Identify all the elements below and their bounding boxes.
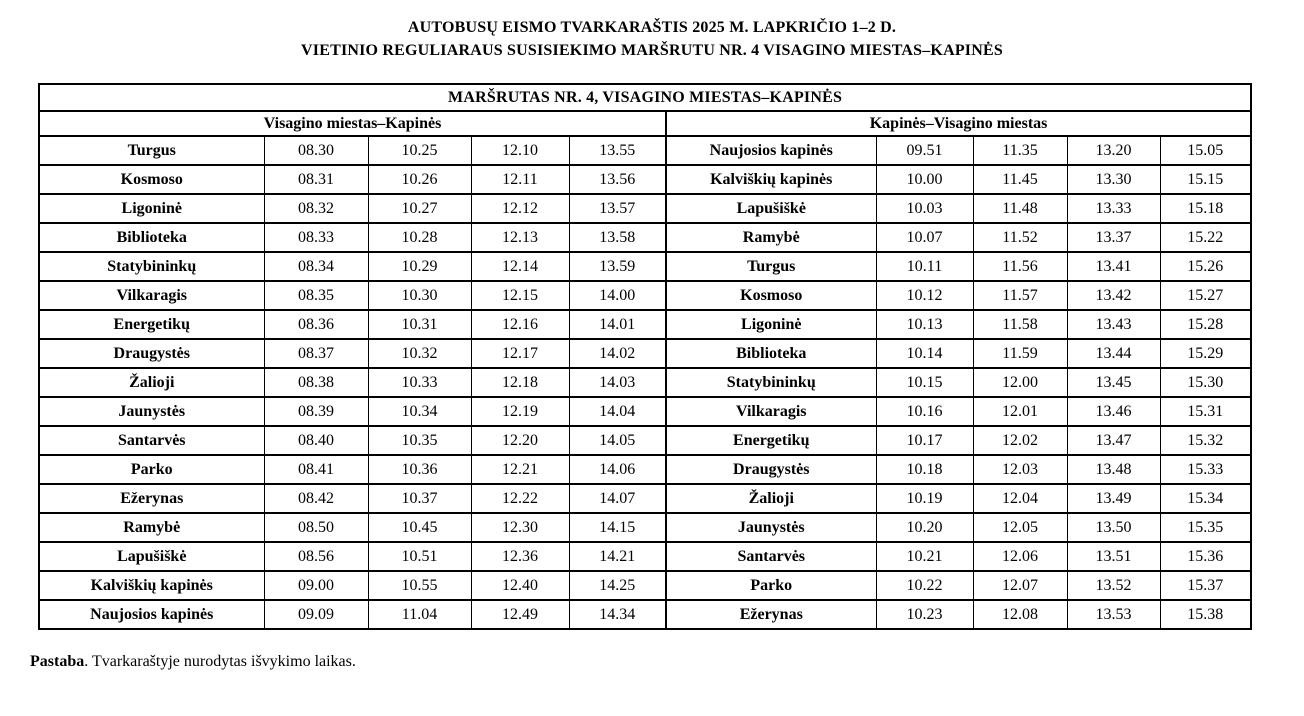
departure-time-return: 13.47: [1067, 426, 1160, 455]
departure-time-return: 11.52: [973, 223, 1067, 252]
departure-time-outbound: 08.34: [264, 252, 368, 281]
departure-time-return: 12.01: [973, 397, 1067, 426]
timetable-row: [39, 513, 1251, 542]
departure-time-outbound: 14.03: [569, 368, 666, 397]
departure-time-return: 13.30: [1067, 165, 1160, 194]
departure-time-return: 11.59: [973, 339, 1067, 368]
stop-name-return: Kalviškių kapinės: [666, 165, 876, 194]
timetable-row: [39, 252, 1251, 281]
stop-name-return: Ramybė: [666, 223, 876, 252]
departure-time-return: 10.12: [876, 281, 973, 310]
timetable-row: [39, 397, 1251, 426]
stop-name-return: Žalioji: [666, 484, 876, 513]
departure-time-return: 10.21: [876, 542, 973, 571]
departure-time-return: 15.29: [1160, 339, 1251, 368]
departure-time-outbound: 12.49: [471, 600, 569, 629]
departure-time-outbound: 14.01: [569, 310, 666, 339]
departure-time-return: 15.32: [1160, 426, 1251, 455]
departure-time-outbound: 12.17: [471, 339, 569, 368]
departure-time-outbound: 12.13: [471, 223, 569, 252]
departure-time-outbound: 08.36: [264, 310, 368, 339]
departure-time-outbound: 10.26: [368, 165, 471, 194]
timetable-row: [39, 165, 1251, 194]
departure-time-return: 15.05: [1160, 136, 1251, 165]
departure-time-outbound: 08.30: [264, 136, 368, 165]
departure-time-return: 11.58: [973, 310, 1067, 339]
departure-time-return: 15.33: [1160, 455, 1251, 484]
departure-time-return: 15.36: [1160, 542, 1251, 571]
departure-time-return: 15.27: [1160, 281, 1251, 310]
departure-time-outbound: 14.25: [569, 571, 666, 600]
timetable-row: [39, 136, 1251, 165]
departure-time-outbound: 14.00: [569, 281, 666, 310]
departure-time-outbound: 12.15: [471, 281, 569, 310]
departure-time-outbound: 08.40: [264, 426, 368, 455]
departure-time-return: 15.22: [1160, 223, 1251, 252]
departure-time-return: 11.35: [973, 136, 1067, 165]
departure-time-return: 13.48: [1067, 455, 1160, 484]
departure-time-outbound: 12.40: [471, 571, 569, 600]
departure-time-return: 13.33: [1067, 194, 1160, 223]
departure-time-outbound: 10.55: [368, 571, 471, 600]
timetable-row: [39, 571, 1251, 600]
timetable-row: [39, 426, 1251, 455]
departure-time-return: 13.50: [1067, 513, 1160, 542]
timetable-body: [39, 136, 1251, 629]
departure-time-outbound: 13.55: [569, 136, 666, 165]
departure-time-outbound: 13.56: [569, 165, 666, 194]
stop-name-return: Naujosios kapinės: [666, 136, 876, 165]
departure-time-outbound: 13.57: [569, 194, 666, 223]
departure-time-return: 13.43: [1067, 310, 1160, 339]
stop-name-outbound: Naujosios kapinės: [39, 600, 264, 629]
departure-time-outbound: 14.04: [569, 397, 666, 426]
departure-time-return: 12.02: [973, 426, 1067, 455]
stop-name-outbound: Ežerynas: [39, 484, 264, 513]
departure-time-outbound: 10.35: [368, 426, 471, 455]
departure-time-outbound: 12.19: [471, 397, 569, 426]
departure-time-outbound: 08.37: [264, 339, 368, 368]
departure-time-outbound: 08.33: [264, 223, 368, 252]
departure-time-return: 12.05: [973, 513, 1067, 542]
timetable-row: [39, 310, 1251, 339]
departure-time-return: 15.31: [1160, 397, 1251, 426]
departure-time-return: 15.15: [1160, 165, 1251, 194]
stop-name-return: Parko: [666, 571, 876, 600]
departure-time-return: 12.00: [973, 368, 1067, 397]
departure-time-return: 12.06: [973, 542, 1067, 571]
departure-time-outbound: 12.36: [471, 542, 569, 571]
stop-name-outbound: Jaunystės: [39, 397, 264, 426]
stop-name-outbound: Draugystės: [39, 339, 264, 368]
stop-name-return: Draugystės: [666, 455, 876, 484]
departure-time-outbound: 14.05: [569, 426, 666, 455]
departure-time-outbound: 10.51: [368, 542, 471, 571]
table-title: MARŠRUTAS NR. 4, VISAGINO MIESTAS–KAPINĖS: [39, 84, 1251, 111]
departure-time-outbound: 08.38: [264, 368, 368, 397]
departure-time-return: 10.22: [876, 571, 973, 600]
stop-name-return: Energetikų: [666, 426, 876, 455]
note-label: Pastaba: [30, 653, 85, 670]
departure-time-return: 13.20: [1067, 136, 1160, 165]
departure-time-return: 10.15: [876, 368, 973, 397]
note: [30, 653, 1304, 671]
stop-name-return: Statybininkų: [666, 368, 876, 397]
stop-name-outbound: Vilkaragis: [39, 281, 264, 310]
departure-time-outbound: 11.04: [368, 600, 471, 629]
departure-time-outbound: 12.20: [471, 426, 569, 455]
document-title: [0, 0, 1304, 62]
departure-time-outbound: 14.21: [569, 542, 666, 571]
departure-time-return: 10.03: [876, 194, 973, 223]
departure-time-return: 13.44: [1067, 339, 1160, 368]
departure-time-outbound: 14.34: [569, 600, 666, 629]
stop-name-return: Turgus: [666, 252, 876, 281]
stop-name-return: Santarvės: [666, 542, 876, 571]
stop-name-outbound: Ligoninė: [39, 194, 264, 223]
bus-timetable: [38, 83, 1252, 630]
departure-time-outbound: 08.41: [264, 455, 368, 484]
departure-time-outbound: 08.31: [264, 165, 368, 194]
departure-time-outbound: 14.07: [569, 484, 666, 513]
departure-time-return: 13.37: [1067, 223, 1160, 252]
departure-time-outbound: 10.28: [368, 223, 471, 252]
departure-time-return: 15.18: [1160, 194, 1251, 223]
departure-time-outbound: 08.42: [264, 484, 368, 513]
stop-name-return: Kosmoso: [666, 281, 876, 310]
departure-time-return: 15.30: [1160, 368, 1251, 397]
direction-header-outbound: Visagino miestas–Kapinės: [39, 111, 666, 136]
timetable-row: [39, 455, 1251, 484]
departure-time-return: 10.16: [876, 397, 973, 426]
stop-name-outbound: Lapušiškė: [39, 542, 264, 571]
departure-time-outbound: 10.25: [368, 136, 471, 165]
direction-header-return: Kapinės–Visagino miestas: [666, 111, 1251, 136]
departure-time-outbound: 14.15: [569, 513, 666, 542]
departure-time-outbound: 12.21: [471, 455, 569, 484]
departure-time-outbound: 08.56: [264, 542, 368, 571]
departure-time-outbound: 10.34: [368, 397, 471, 426]
stop-name-outbound: Parko: [39, 455, 264, 484]
stop-name-outbound: Santarvės: [39, 426, 264, 455]
departure-time-outbound: 10.45: [368, 513, 471, 542]
timetable-row: [39, 542, 1251, 571]
departure-time-outbound: 10.33: [368, 368, 471, 397]
departure-time-return: 15.28: [1160, 310, 1251, 339]
departure-time-outbound: 12.10: [471, 136, 569, 165]
stop-name-outbound: Kosmoso: [39, 165, 264, 194]
departure-time-outbound: 09.09: [264, 600, 368, 629]
departure-time-outbound: 12.22: [471, 484, 569, 513]
departure-time-return: 13.53: [1067, 600, 1160, 629]
departure-time-outbound: 08.50: [264, 513, 368, 542]
stop-name-return: Ligoninė: [666, 310, 876, 339]
stop-name-outbound: Kalviškių kapinės: [39, 571, 264, 600]
departure-time-return: 10.19: [876, 484, 973, 513]
departure-time-return: 13.52: [1067, 571, 1160, 600]
departure-time-outbound: 12.14: [471, 252, 569, 281]
stop-name-return: Ežerynas: [666, 600, 876, 629]
departure-time-return: 15.26: [1160, 252, 1251, 281]
stop-name-outbound: Statybininkų: [39, 252, 264, 281]
document-title-line1: AUTOBUSŲ EISMO TVARKARAŠTIS 2025 M. LAPKRIČIO 1–2 D.: [407, 19, 897, 36]
departure-time-return: 10.13: [876, 310, 973, 339]
departure-time-return: 13.51: [1067, 542, 1160, 571]
timetable-row: [39, 281, 1251, 310]
departure-time-return: 10.11: [876, 252, 973, 281]
timetable-row: [39, 368, 1251, 397]
departure-time-outbound: 12.16: [471, 310, 569, 339]
departure-time-return: 10.18: [876, 455, 973, 484]
departure-time-outbound: 14.06: [569, 455, 666, 484]
departure-time-outbound: 08.32: [264, 194, 368, 223]
departure-time-return: 11.57: [973, 281, 1067, 310]
departure-time-outbound: 10.27: [368, 194, 471, 223]
departure-time-return: 11.56: [973, 252, 1067, 281]
timetable-row: [39, 223, 1251, 252]
departure-time-outbound: 09.00: [264, 571, 368, 600]
timetable-row: [39, 339, 1251, 368]
departure-time-outbound: 10.37: [368, 484, 471, 513]
departure-time-outbound: 10.30: [368, 281, 471, 310]
stop-name-outbound: Turgus: [39, 136, 264, 165]
departure-time-return: 13.41: [1067, 252, 1160, 281]
departure-time-outbound: 12.18: [471, 368, 569, 397]
stop-name-outbound: Ramybė: [39, 513, 264, 542]
stop-name-return: Vilkaragis: [666, 397, 876, 426]
departure-time-return: 11.45: [973, 165, 1067, 194]
departure-time-outbound: 12.30: [471, 513, 569, 542]
departure-time-outbound: 14.02: [569, 339, 666, 368]
departure-time-outbound: 12.12: [471, 194, 569, 223]
timetable-row: [39, 484, 1251, 513]
stop-name-return: Biblioteka: [666, 339, 876, 368]
departure-time-outbound: 10.31: [368, 310, 471, 339]
departure-time-outbound: 08.39: [264, 397, 368, 426]
stop-name-return: Lapušiškė: [666, 194, 876, 223]
departure-time-return: 10.14: [876, 339, 973, 368]
departure-time-return: 12.08: [973, 600, 1067, 629]
departure-time-outbound: 12.11: [471, 165, 569, 194]
direction-header-row: [39, 111, 1251, 136]
stop-name-outbound: Biblioteka: [39, 223, 264, 252]
timetable-row: [39, 600, 1251, 629]
departure-time-return: 13.42: [1067, 281, 1160, 310]
departure-time-return: 10.07: [876, 223, 973, 252]
departure-time-return: 10.00: [876, 165, 973, 194]
departure-time-outbound: 08.35: [264, 281, 368, 310]
departure-time-outbound: 13.59: [569, 252, 666, 281]
departure-time-return: 15.35: [1160, 513, 1251, 542]
table-title-row: [39, 84, 1251, 111]
timetable-row: [39, 194, 1251, 223]
departure-time-return: 09.51: [876, 136, 973, 165]
departure-time-return: 12.07: [973, 571, 1067, 600]
departure-time-return: 15.37: [1160, 571, 1251, 600]
departure-time-return: 15.34: [1160, 484, 1251, 513]
departure-time-outbound: 13.58: [569, 223, 666, 252]
departure-time-return: 13.49: [1067, 484, 1160, 513]
stop-name-outbound: Energetikų: [39, 310, 264, 339]
departure-time-return: 10.23: [876, 600, 973, 629]
departure-time-outbound: 10.32: [368, 339, 471, 368]
departure-time-return: 13.45: [1067, 368, 1160, 397]
document-title-line2: VIETINIO REGULIARAUS SUSISIEKIMO MARŠRUTU NR. 4 VISAGINO MIESTAS–KAPINĖS: [301, 42, 1003, 59]
stop-name-outbound: Žalioji: [39, 368, 264, 397]
departure-time-outbound: 10.29: [368, 252, 471, 281]
departure-time-return: 10.20: [876, 513, 973, 542]
departure-time-return: 12.04: [973, 484, 1067, 513]
departure-time-return: 11.48: [973, 194, 1067, 223]
departure-time-return: 10.17: [876, 426, 973, 455]
departure-time-return: 13.46: [1067, 397, 1160, 426]
departure-time-return: 12.03: [973, 455, 1067, 484]
stop-name-return: Jaunystės: [666, 513, 876, 542]
departure-time-outbound: 10.36: [368, 455, 471, 484]
departure-time-return: 15.38: [1160, 600, 1251, 629]
note-text: . Tvarkaraštyje nurodytas išvykimo laikas.: [84, 653, 356, 670]
